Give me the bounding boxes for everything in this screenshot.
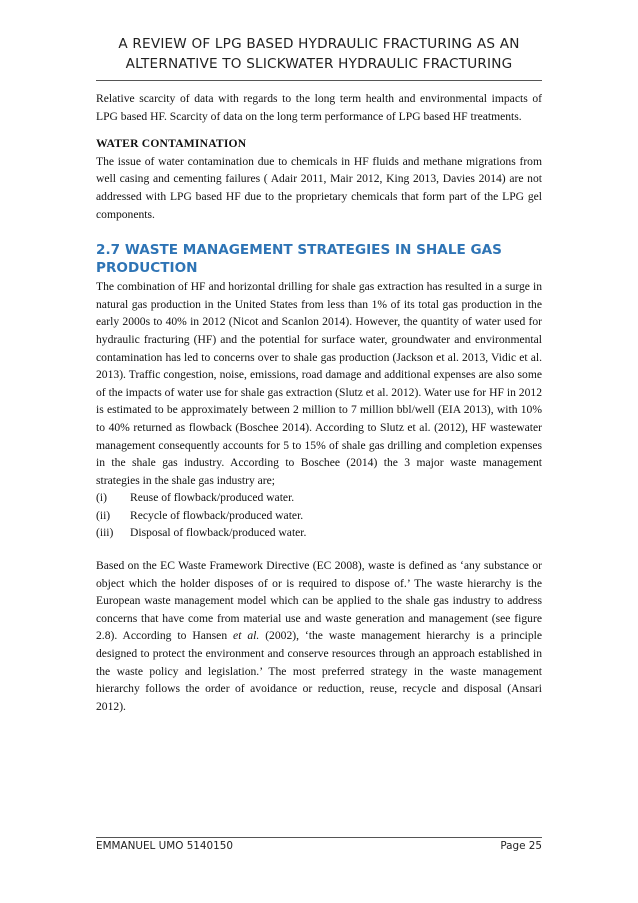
- waste-framework-text-1: Based on the EC Waste Framework Directive (EC 2008), waste is defined as ‘any substance or object which the holder disposes of or is required to dispose of.’ The waste hierarchy is the European waste management model which can be applied to the shale gas industry to address concerns that have come from material use and waste generation and management (see figure 2.8). According to Hansen: [96, 559, 542, 643]
- list-marker: (i): [96, 491, 107, 505]
- intro-paragraph: Relative scarcity of data with regards to the long term health and environmental impacts of LPG based HF. Scarcity of data on the long term performance of LPG based HF treatments.: [96, 92, 542, 123]
- section-title-line-1: 2.7 WASTE MANAGEMENT STRATEGIES IN SHALE GAS: [96, 242, 502, 259]
- list-item: [96, 524, 542, 542]
- header-line-2: ALTERNATIVE TO SLICKWATER HYDRAULIC FRACTURING: [125, 56, 513, 72]
- list-item: [96, 507, 542, 525]
- water-contamination-paragraph: The issue of water contamination due to chemicals in HF fluids and methane migrations from well casing and cementing failures ( Adair 2011, Mair 2012, King 2013, Davies 2014) are not addressed with LPG based HF due to the proprietary chemicals that form part of the LPG gel components.: [96, 154, 542, 221]
- footer-author: EMMANUEL UMO 5140150: [96, 840, 233, 852]
- list-marker: (ii): [96, 508, 111, 522]
- list-item-text: Recycle of flowback/produced water.: [130, 508, 304, 522]
- page-footer: [96, 840, 542, 852]
- waste-framework-text-2: (2002), ‘the waste management hierarchy is a principle designed to protect the environment and conserve resources through an approach established in the waste policy and legislation.’ The most preferred strategy in the waste management hierarchy follows the order of avoidance or reduction, reuse, recycle and disposal (Ansari 2012).: [96, 629, 542, 713]
- footer-divider: [96, 837, 542, 838]
- page-number: Page 25: [500, 840, 542, 852]
- strategies-list: [96, 489, 542, 542]
- section-title-line-2: PRODUCTION: [96, 260, 198, 277]
- et-al-italic: et al.: [233, 629, 260, 643]
- water-contamination-heading: WATER CONTAMINATION: [96, 137, 247, 151]
- list-item: [96, 489, 542, 507]
- header-line-1: A REVIEW OF LPG BASED HYDRAULIC FRACTURING AS AN: [118, 36, 520, 52]
- list-item-text: Disposal of flowback/produced water.: [130, 526, 307, 540]
- list-item-text: Reuse of flowback/produced water.: [130, 491, 295, 505]
- header-divider: [96, 80, 542, 81]
- list-marker: (iii): [96, 526, 114, 540]
- waste-framework-paragraph: [96, 557, 542, 715]
- waste-management-paragraph: The combination of HF and horizontal drilling for shale gas extraction has resulted in a surge in natural gas production in the United States from less than 1% of its total gas production in the early 2000s to 40% in 2012 (Nicot and Scanlon 2014). However, the quantity of water used for hydraulic fracturing (HF) and the potential for surface water, groundwater and environmental contamination has led to concerns over to shale gas production (Jackson et al. 2013, Vidic et al. 2013). Traffic congestion, noise, emissions, road damage and additional expenses are also some of the impacts of water use for shale gas extraction (Slutz et al. 2012). Water use for HF in 2012 is estimated to be approximately between 2 million to 7 million bbl/well (EIA 2013), with 10% to 40% returned as flowback (Boschee 2014). According to Slutz et al. (2012), HF wastewater management consequently accounts for 5 to 15% of shale gas drilling and completion expenses in the shale gas industry. According to Boschee (2014) the 3 major waste management strategies in the shale gas industry are;: [96, 280, 542, 487]
- page-content: [96, 90, 542, 715]
- running-header: [96, 34, 542, 74]
- section-title: [96, 241, 542, 277]
